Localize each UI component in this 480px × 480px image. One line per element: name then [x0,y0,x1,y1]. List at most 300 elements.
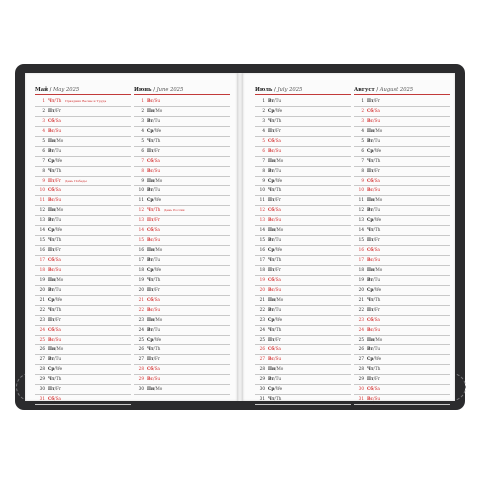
day-number: 30 [39,386,45,392]
weekday-separator: / [54,107,56,113]
day-row[interactable] [354,167,450,177]
weekday-ru: Вс [147,167,154,173]
day-row[interactable] [354,395,450,405]
day-row[interactable] [255,326,351,336]
weekday-en: Su [154,167,161,173]
day-row[interactable] [134,107,230,117]
weekday-ru: Ср [268,107,275,113]
weekday-ru: Пн [268,366,276,372]
weekday-ru: Пн [268,157,276,163]
day-row[interactable] [354,177,450,187]
weekday-en: Fr [55,316,61,322]
day-row[interactable] [35,177,131,187]
holiday-note: Праздник Весны и Труда [65,99,107,103]
day-number: 21 [138,296,144,302]
day-row[interactable] [134,206,230,216]
weekday-ru: Чт [147,207,154,213]
day-row[interactable] [35,256,131,266]
day-number: 25 [259,336,265,342]
day-row[interactable] [134,137,230,147]
day-row[interactable] [354,365,450,375]
day-number: 13 [138,217,144,223]
month-name-en: August 2025 [379,87,414,93]
day-row[interactable] [354,107,450,117]
day-row[interactable] [354,326,450,336]
weekday-ru: Вс [367,187,374,193]
day-row[interactable] [35,385,131,395]
day-row[interactable] [134,157,230,167]
day-row[interactable] [255,365,351,375]
day-row[interactable] [354,127,450,137]
weekday-en: Tu [55,147,62,153]
day-row[interactable] [255,345,351,355]
day-row[interactable] [35,345,131,355]
day-row[interactable] [255,127,351,137]
day-row[interactable] [255,296,351,306]
day-row[interactable] [354,97,450,107]
weekday-en: We [275,247,283,253]
day-row[interactable] [255,117,351,127]
weekday-ru: Пт [48,107,55,113]
day-row[interactable] [35,127,131,137]
weekday-en: Th [374,366,381,372]
day-number: 11 [138,197,144,203]
day-row[interactable] [255,206,351,216]
weekday-ru: Чт [367,227,374,233]
weekday-ru: Пт [147,217,154,223]
weekday-ru: Чт [367,296,374,302]
day-row[interactable] [35,216,131,226]
weekday-en: Th [275,117,282,123]
day-row[interactable] [134,97,230,107]
day-row[interactable] [134,147,230,157]
day-number: 5 [42,137,45,143]
weekday-ru: Вт [48,217,55,223]
weekday-ru: Пт [367,376,374,382]
day-row[interactable] [255,395,351,405]
day-number: 2 [141,107,144,113]
weekday-ru: Вт [268,306,275,312]
weekday-separator: / [153,346,155,352]
weekday-separator: / [153,326,155,332]
weekday-en: Sa [154,366,160,372]
day-number: 15 [259,237,265,243]
weekday-separator: / [274,276,276,282]
day-row[interactable] [354,385,450,395]
weekday-en: Mo [375,197,383,203]
weekday-ru: Вс [268,356,275,362]
day-row[interactable] [354,147,450,157]
day-row[interactable] [134,316,230,326]
weekday-ru: Вс [48,336,55,342]
day-number: 15 [39,237,45,243]
day-row[interactable] [134,375,230,385]
day-row[interactable] [255,196,351,206]
month-header [134,86,230,94]
day-number: 17 [39,257,45,262]
day-row[interactable] [255,236,351,246]
day-row[interactable] [134,256,230,266]
day-row[interactable] [255,107,351,117]
weekday-en: Su [374,117,381,123]
weekday-en: Su [275,217,282,223]
day-row[interactable] [134,365,230,375]
weekday-ru: Пн [367,336,375,342]
weekday-en: Tu [275,306,282,312]
day-row[interactable] [354,137,450,147]
weekday-separator: / [54,257,56,262]
weekday-ru: Вс [48,266,55,272]
day-row[interactable] [134,336,230,346]
weekday-separator: / [274,386,276,392]
weekday-ru: Ср [268,316,275,322]
day-row[interactable] [35,276,131,286]
weekday-en: We [55,366,63,372]
day-row[interactable] [354,266,450,276]
day-number: 9 [42,177,45,183]
weekday-separator: / [274,356,276,362]
day-row[interactable] [134,326,230,336]
weekday-separator: / [275,296,277,302]
day-number: 21 [259,296,265,302]
weekday-separator: / [54,376,56,382]
day-row[interactable] [255,336,351,346]
weekday-ru: Вс [367,326,374,332]
weekday-ru: Ср [367,147,374,153]
day-row[interactable] [354,256,450,266]
day-row[interactable] [35,306,131,316]
weekday-separator: / [154,107,156,113]
day-row[interactable] [35,286,131,296]
weekday-en: Tu [275,167,282,173]
weekday-en: Su [275,147,282,153]
day-row[interactable] [134,196,230,206]
day-row[interactable] [35,196,131,206]
day-row[interactable] [354,355,450,365]
day-row[interactable] [255,147,351,157]
day-number: 1 [262,98,265,103]
day-number: 15 [138,237,144,243]
day-row[interactable] [354,296,450,306]
day-number: 1 [42,98,45,103]
weekday-en: Th [154,137,161,143]
day-row[interactable] [134,355,230,365]
day-number: 4 [262,127,265,133]
day-row[interactable] [255,97,351,107]
weekday-separator: / [54,237,56,243]
day-number: 22 [259,306,265,312]
weekday-en: Th [55,98,62,103]
day-row[interactable] [255,385,351,395]
weekday-ru: Вт [48,286,55,292]
day-number: 7 [361,157,364,163]
day-row[interactable] [354,316,450,326]
day-row[interactable] [134,117,230,127]
weekday-separator: / [54,227,56,233]
weekday-separator: / [54,187,56,193]
day-number: 26 [358,346,364,352]
weekday-ru: Пн [48,207,56,213]
day-row[interactable] [354,336,450,346]
weekday-en: Th [374,227,381,233]
weekday-separator: / [54,336,56,342]
day-row[interactable] [134,177,230,187]
day-row[interactable] [35,365,131,375]
day-number: 17 [358,257,364,262]
weekday-en: Fr [374,167,380,173]
weekday-separator: / [274,167,276,173]
day-row[interactable] [354,236,450,246]
day-row[interactable] [354,276,450,286]
day-number: 17 [138,257,144,262]
weekday-separator: / [274,306,276,312]
day-number: 13 [39,217,45,223]
day-row[interactable] [35,157,131,167]
day-number: 26 [138,346,144,352]
day-number: 8 [361,167,364,173]
day-row[interactable] [354,306,450,316]
weekday-ru: Пн [48,276,56,282]
weekday-en: Sa [374,316,380,322]
weekday-en: Fr [374,306,380,312]
weekday-separator: / [373,376,375,382]
weekday-en: Sa [374,386,380,392]
day-row[interactable] [35,147,131,157]
weekday-ru: Вс [268,286,275,292]
day-row[interactable] [35,246,131,256]
weekday-en: Sa [374,177,380,183]
weekday-en: Tu [275,237,282,243]
month-name-ru: Август [354,87,375,93]
weekday-ru: Сб [367,247,374,253]
weekday-en: Fr [154,356,160,362]
day-row[interactable] [255,286,351,296]
day-row[interactable] [35,167,131,177]
day-row[interactable] [354,157,450,167]
day-row[interactable] [354,345,450,355]
weekday-en: Tu [374,207,381,213]
month-separator: / [272,87,278,93]
weekday-ru: Вс [147,376,154,382]
day-row[interactable] [35,186,131,196]
day-row[interactable] [255,216,351,226]
weekday-en: Th [374,157,381,163]
day-row[interactable] [354,196,450,206]
weekday-en: We [275,316,283,322]
weekday-separator: / [54,326,56,332]
weekday-separator: / [373,98,375,103]
day-number: 26 [259,346,265,352]
day-row[interactable] [35,355,131,365]
weekday-en: We [275,107,283,113]
day-row[interactable] [255,177,351,187]
day-row[interactable] [35,226,131,236]
day-row[interactable] [255,246,351,256]
weekday-separator: / [373,356,375,362]
day-number: 29 [259,376,265,382]
weekday-ru: Сб [268,137,275,143]
day-row[interactable] [255,276,351,286]
day-row[interactable] [255,157,351,167]
day-number: 23 [358,316,364,322]
weekday-ru: Ср [48,227,55,233]
day-row[interactable] [134,385,230,395]
day-row[interactable] [134,216,230,226]
day-row[interactable] [35,206,131,216]
day-row[interactable] [255,226,351,236]
day-row[interactable] [255,256,351,266]
weekday-separator: / [153,237,155,243]
day-row[interactable] [134,296,230,306]
day-row[interactable] [134,186,230,196]
day-row[interactable] [354,186,450,196]
day-row[interactable] [134,286,230,296]
weekday-ru: Пн [147,177,155,183]
day-row[interactable] [35,107,131,117]
day-row[interactable] [354,206,450,216]
day-row[interactable] [35,326,131,336]
weekday-ru: Вт [268,98,275,103]
weekday-ru: Ср [48,296,55,302]
day-number: 22 [138,306,144,312]
weekday-separator: / [373,117,375,123]
weekday-ru: Пт [367,237,374,243]
weekday-ru: Вс [48,197,55,203]
day-number: 16 [138,247,144,253]
day-number: 24 [138,326,144,332]
day-row[interactable] [134,246,230,256]
day-row[interactable] [354,286,450,296]
day-row[interactable] [134,306,230,316]
weekday-separator: / [54,217,56,223]
day-row[interactable] [255,316,351,326]
weekday-en: We [275,386,283,392]
day-number: 12 [138,207,144,213]
day-row[interactable] [134,266,230,276]
day-row[interactable] [255,137,351,147]
day-row[interactable] [255,266,351,276]
day-row[interactable] [35,395,131,405]
day-row[interactable] [134,276,230,286]
weekday-separator: / [153,376,155,382]
month-header-rule [354,94,450,95]
weekday-ru: Чт [48,167,55,173]
weekday-separator: / [154,177,156,183]
weekday-ru: Ср [48,366,55,372]
day-number: 10 [358,187,364,193]
day-row[interactable] [35,316,131,326]
weekday-en: Mo [276,157,284,163]
day-number: 10 [259,187,265,193]
day-number: 20 [138,286,144,292]
weekday-separator: / [54,286,56,292]
weekday-en: Su [374,187,381,193]
weekday-separator: / [274,107,276,113]
weekday-en: Su [374,257,381,262]
weekday-en: We [374,147,382,153]
day-row[interactable] [354,226,450,236]
day-row[interactable] [134,345,230,355]
weekday-separator: / [373,346,375,352]
day-number: 5 [262,137,265,143]
weekday-en: Sa [55,117,61,123]
day-row[interactable] [35,336,131,346]
weekday-ru: Вс [147,306,154,312]
weekday-separator: / [153,117,155,123]
weekday-separator: / [54,177,56,183]
weekday-en: We [374,217,382,223]
day-row[interactable] [134,226,230,236]
day-row[interactable] [35,137,131,147]
weekday-separator: / [274,336,276,342]
day-number: 29 [39,376,45,382]
weekday-separator: / [154,247,156,253]
weekday-en: Sa [55,257,61,262]
weekday-ru: Вт [48,356,55,362]
weekday-ru: Вс [268,147,275,153]
day-number: 5 [361,137,364,143]
weekday-separator: / [153,266,155,272]
weekday-en: Sa [55,326,61,332]
weekday-separator: / [275,366,277,372]
day-row[interactable] [255,167,351,177]
weekday-en: Tu [374,346,381,352]
weekday-en: Sa [55,187,61,193]
day-row[interactable] [255,306,351,316]
day-row[interactable] [255,186,351,196]
day-number: 19 [358,276,364,282]
day-row[interactable] [35,266,131,276]
weekday-en: Fr [275,336,281,342]
day-row[interactable] [35,97,131,107]
day-row[interactable] [35,236,131,246]
weekday-en: Fr [55,177,61,183]
day-number: 6 [361,147,364,153]
day-number: 16 [358,247,364,253]
day-row[interactable] [35,296,131,306]
day-row[interactable] [35,117,131,127]
day-row[interactable] [134,167,230,177]
weekday-separator: / [54,157,56,163]
weekday-separator: / [153,296,155,302]
day-number: 6 [262,147,265,153]
weekday-en: Mo [56,346,64,352]
day-number: 1 [141,98,144,103]
day-row[interactable] [134,127,230,137]
weekday-ru: Сб [268,276,275,282]
day-row[interactable] [354,216,450,226]
day-row[interactable] [255,375,351,385]
weekday-ru: Сб [147,366,154,372]
day-row[interactable] [354,117,450,127]
day-number: 3 [141,117,144,123]
weekday-separator: / [373,137,375,143]
weekday-separator: / [374,127,376,133]
day-number: 27 [39,356,45,362]
day-row[interactable] [354,375,450,385]
weekday-en: Mo [56,207,64,213]
day-row[interactable] [354,246,450,256]
day-number: 7 [42,157,45,163]
day-number: 22 [39,306,45,312]
weekday-ru: Пт [268,197,275,203]
weekday-ru: Вс [367,257,374,262]
day-row[interactable] [35,375,131,385]
weekday-ru: Вт [367,276,374,282]
weekday-ru: Вт [268,167,275,173]
day-row[interactable] [134,236,230,246]
day-row[interactable] [255,355,351,365]
